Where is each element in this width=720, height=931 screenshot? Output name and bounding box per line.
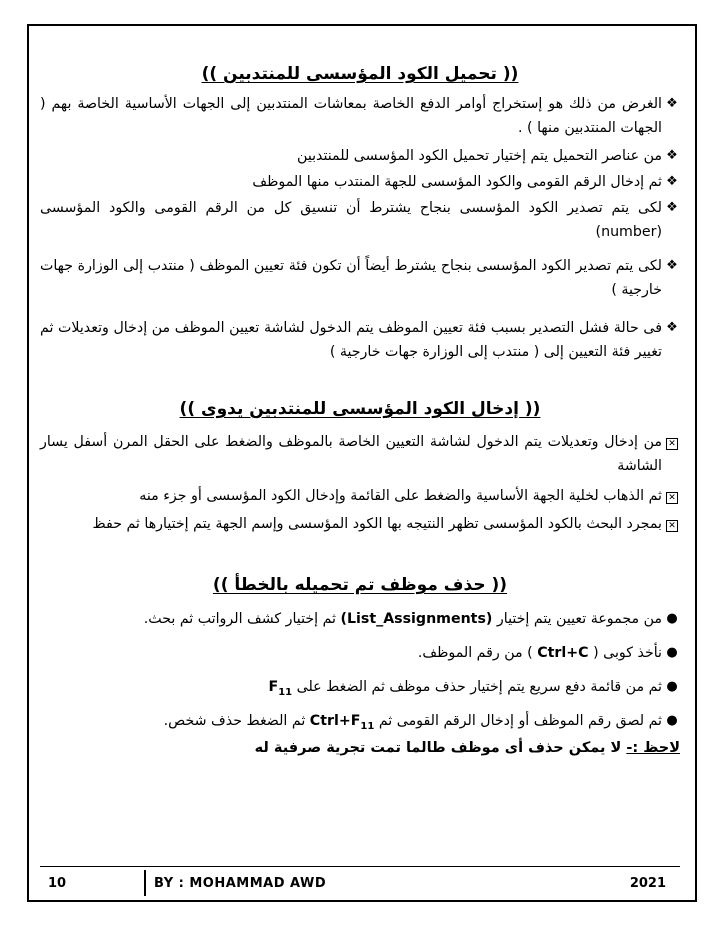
footer-separator: [144, 870, 146, 896]
note-label: لاحظ :-: [626, 740, 680, 756]
diamond-bullet-icon: ❖: [666, 258, 678, 273]
list-item: ● ثم من قائمة دفع سريع يتم إختيار حذف موظف ثم الضغط على $F_{11}$: [40, 675, 680, 705]
author-credit: BY : MOHAMMAD AWD: [154, 876, 327, 891]
list-item: ❖ لكى يتم تصدير الكود المؤسسى بنجاح يشترط أيضاً أن تكون فئة تعيين الموظف ( منتدب إلى الوزارة جهات خارجية ): [40, 254, 680, 302]
section2-title: (( إدخال الكود المؤسسى للمنتدبين يدوى )): [179, 399, 541, 419]
section3-title: (( حذف موظف تم تحميله بالخطأ )): [212, 575, 508, 595]
round-bullet-icon: ●: [666, 679, 678, 694]
note: [40, 740, 680, 756]
list-item: ● من مجموعة تعيين يتم إختيار (List_Assignments) ثم إختيار كشف الرواتب ثم بحث.: [40, 607, 680, 631]
round-bullet-icon: ●: [666, 645, 678, 660]
diamond-bullet-icon: ❖: [666, 148, 678, 163]
diamond-bullet-icon: ❖: [666, 320, 678, 335]
list-item: ❖ لكى يتم تصدير الكود المؤسسى بنجاح يشترط أن تنسيق كل من الرقم القومى والكود المؤسسى (number): [40, 196, 680, 244]
round-bullet-icon: ●: [666, 611, 678, 626]
list-item: ❖ الغرض من ذلك هو إستخراج أوامر الدفع الخاصة بمعاشات المنتدبين إلى الجهات الأساسية الخاصة بهم ( الجهات المنتدبين منها ) .: [40, 92, 680, 140]
note-text: لا يمكن حذف أى موظف طالما تمت تجرية صرفية له: [254, 740, 627, 756]
footer-year: 2021: [629, 876, 666, 891]
footer-divider: [40, 866, 680, 867]
list-item: ● نأخذ كوبى ( Ctrl+C ) من رقم الموظف.: [40, 641, 680, 665]
checkbox-x-icon: ✕: [664, 512, 680, 536]
checkbox-x-icon: ✕: [664, 484, 680, 508]
diamond-bullet-icon: ❖: [666, 96, 678, 111]
diamond-bullet-icon: ❖: [666, 174, 678, 189]
list-item: ❖ من عناصر التحميل يتم إختيار تحميل الكود المؤسسى للمنتدبين: [40, 144, 680, 168]
footer: [40, 876, 680, 896]
list-item: ❖ فى حالة فشل التصدير بسبب فئة تعيين الموظف يتم الدخول لشاشة تعيين الموظف من إدخال وتعديلات ثم تغيير فئة التعيين إلى ( منتدب إلى الوزارة جهات خارجية ): [40, 316, 680, 364]
page-number: 10: [48, 876, 67, 891]
diamond-bullet-icon: ❖: [666, 200, 678, 215]
checkbox-x-icon: ✕: [664, 430, 680, 454]
list-item: ✕ من إدخال وتعديلات يتم الدخول لشاشة التعيين الخاصة بالموظف والضغط على الحقل المرن أسفل يسار الشاشة: [40, 430, 680, 478]
list-item: ✕ بمجرد البحث بالكود المؤسسى تظهر النتيجه بها الكود المؤسسى وإسم الجهة يتم إختيارها ثم حفظ: [40, 512, 680, 536]
round-bullet-icon: ●: [666, 713, 678, 728]
list-item: ✕ ثم الذهاب لخلية الجهة الأساسية والضغط على القائمة وإدخال الكود المؤسسى أو جزء منه: [40, 484, 680, 508]
section1-title: (( تحميل الكود المؤسسى للمنتدبين )): [201, 64, 519, 84]
list-item: ❖ ثم إدخال الرقم القومى والكود المؤسسى للجهة المنتدب منها الموظف: [40, 170, 680, 194]
list-item: ● ثم لصق رقم الموظف أو إدخال الرقم القومى ثم $Ctrl+F_{11}$ ثم الضغط حذف شخص.: [40, 709, 680, 739]
